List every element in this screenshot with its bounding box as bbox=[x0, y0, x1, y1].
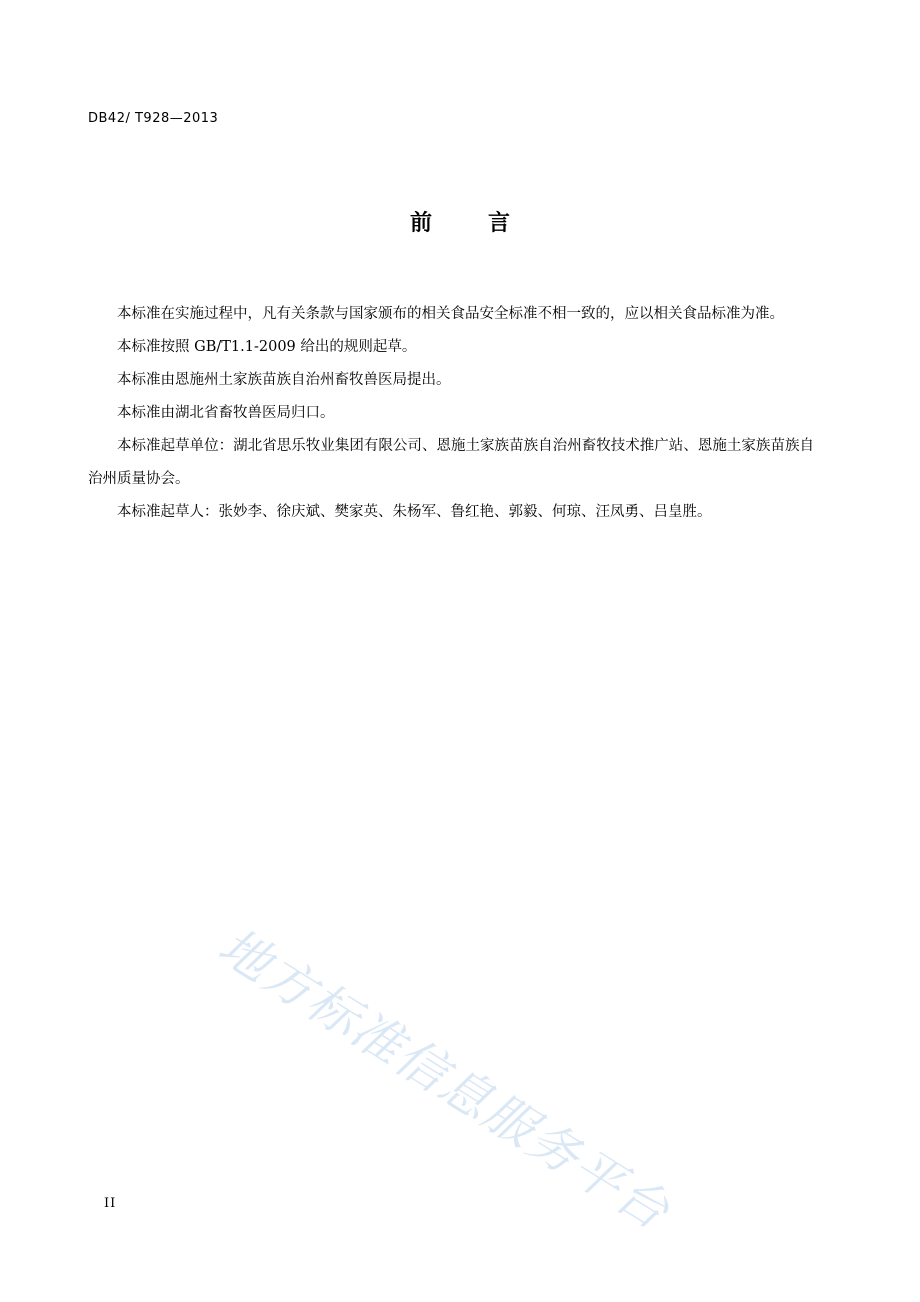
foreword-body bbox=[88, 298, 814, 529]
paragraph-proposer: 本标准由恩施州土家族苗族自治州畜牧兽医局提出。 bbox=[117, 372, 451, 388]
paragraph-drafting-rules: 本标准按照 GB/T1.1-2009 给出的规则起草。 bbox=[117, 339, 417, 355]
document-code: DB42/ T928—2013 bbox=[88, 111, 219, 126]
watermark: 地方标准信息服务平台 bbox=[208, 916, 681, 1242]
paragraph-drafting-units: 本标准起草单位：湖北省思乐牧业集团有限公司、恩施土家族苗族自治州畜牧技术推广站、恩施土家族苗族自治州质量协会。 bbox=[88, 438, 814, 487]
paragraph-drafters: 本标准起草人：张妙李、徐庆斌、樊家英、朱杨军、鲁红艳、郭毅、何琼、汪凤勇、吕皇胜。 bbox=[117, 504, 712, 520]
page-number: II bbox=[104, 1196, 117, 1211]
page-title bbox=[0, 206, 920, 237]
paragraph-centralized: 本标准由湖北省畜牧兽医局归口。 bbox=[117, 405, 335, 421]
title-char-1: 前 bbox=[409, 211, 432, 236]
paragraph-implementation: 本标准在实施过程中，凡有关条款与国家颁布的相关食品安全标准不相一致的，应以相关食品标准为准。 bbox=[117, 306, 784, 322]
title-char-2: 言 bbox=[488, 211, 511, 236]
